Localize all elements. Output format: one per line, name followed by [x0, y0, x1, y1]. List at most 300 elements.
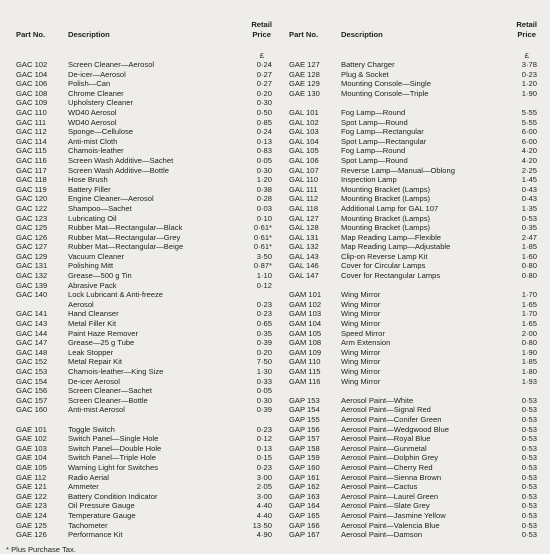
retail-price: 0·23 — [256, 299, 272, 309]
item-description: Paint Haze Remover — [68, 328, 139, 338]
price-list-row — [16, 70, 272, 80]
item-description: Aerosol Paint—White — [341, 395, 414, 405]
retail-price: 0·30 — [256, 98, 272, 108]
part-number: GAE 130 — [289, 88, 320, 98]
price-list-row — [16, 60, 272, 70]
retail-price: 0·83 — [256, 146, 272, 156]
price-list-row — [16, 185, 272, 195]
price-list-row — [16, 242, 272, 252]
item-description: De-icer Aerosol — [68, 376, 120, 386]
item-description: Aerosol Paint—Jasmine Yellow — [341, 510, 446, 520]
retail-price: 0·53 — [521, 453, 537, 463]
part-no-header: Part No. — [289, 30, 319, 39]
item-description: Reverse Lamp—Manual—Oblong — [341, 165, 455, 175]
part-number: GAC 147 — [16, 338, 48, 348]
item-description: Screen Wash Additive—Sachet — [68, 155, 174, 165]
part-number: GAC 114 — [16, 136, 47, 146]
part-number: GAM 104 — [289, 319, 322, 329]
retail-price: 0·53 — [521, 443, 537, 453]
price-list-row — [16, 511, 272, 521]
price-list-row — [289, 146, 537, 156]
retail-price: 4·40 — [256, 510, 272, 520]
price-list-row — [16, 405, 272, 415]
item-description: Chrome Cleaner — [68, 88, 124, 98]
retail-price: 7·50 — [256, 357, 272, 367]
part-number: GAP 160 — [289, 462, 320, 472]
retail-price: 0·53 — [521, 213, 537, 223]
retail-price: 13·50 — [252, 520, 272, 530]
part-number: GAC 132 — [16, 271, 48, 281]
item-description: Fog Lamp—Round — [341, 146, 406, 156]
part-number: GAC 120 — [16, 194, 48, 204]
price-list-row — [16, 233, 272, 243]
price-list-row — [16, 463, 272, 473]
price-list-row — [16, 108, 272, 118]
left-column — [16, 20, 272, 540]
right-header — [289, 20, 537, 50]
part-number: GAP 159 — [289, 453, 320, 463]
retail-price: 0·53 — [521, 510, 537, 520]
price-list-row — [16, 530, 272, 540]
retail-price-header — [516, 20, 537, 40]
part-number: GAP 163 — [289, 491, 320, 501]
retail-price: 1·45 — [521, 175, 537, 185]
currency-symbol: £ — [259, 51, 264, 60]
price-list-row — [16, 223, 272, 233]
retail-price: 1·30 — [256, 367, 272, 376]
part-number: GAC 125 — [16, 223, 48, 233]
price-list-row — [16, 300, 272, 310]
price-list-row — [289, 357, 537, 367]
retail-price: 0·13 — [256, 136, 272, 146]
price-list-row — [16, 492, 272, 502]
retail-price: 1·65 — [521, 299, 537, 309]
part-number: GAE 112 — [16, 472, 47, 482]
retail-price: 0·80 — [521, 338, 537, 348]
part-number: GAL 110 — [289, 175, 319, 185]
part-number: GAP 162 — [289, 482, 320, 492]
part-number: GAM 116 — [289, 376, 321, 386]
price-list-row — [289, 501, 537, 511]
left-header — [16, 20, 272, 50]
part-number: GAC 108 — [16, 88, 48, 98]
retail-price: 0·53 — [521, 405, 537, 415]
price-list-row — [289, 204, 537, 214]
price-list-row — [16, 367, 272, 377]
price-list-row — [289, 271, 537, 281]
item-description: Engine Cleaner—Aerosol — [68, 194, 154, 204]
item-description: Arm Extension — [341, 338, 391, 348]
item-description: Switch Panel—Double Hole — [68, 443, 162, 453]
part-number: GAL 103 — [289, 127, 319, 137]
item-description: Grease—25 g Tube — [68, 338, 135, 348]
item-description: Lubricating Oil — [68, 213, 117, 223]
description-header: Description — [68, 30, 110, 39]
part-number: GAC 153 — [16, 367, 48, 376]
part-number: GAL 101 — [289, 107, 319, 117]
part-number: GAP 161 — [289, 472, 320, 482]
price-list-row — [16, 396, 272, 406]
currency-symbol: £ — [524, 51, 529, 60]
retail-label: Retail — [516, 20, 537, 29]
part-number: GAE 101 — [16, 424, 47, 434]
price-list-row — [16, 166, 272, 176]
price-list-row — [289, 60, 537, 70]
retail-price: 0·39 — [256, 338, 272, 348]
price-list-row — [289, 521, 537, 531]
retail-price: 0·53 — [521, 424, 537, 434]
price-list-row — [289, 530, 537, 540]
item-description: Hose Brush — [68, 175, 108, 185]
retail-price: 1·70 — [521, 309, 537, 319]
part-number: GAC 115 — [16, 146, 47, 156]
item-description: Vacuum Cleaner — [68, 251, 124, 261]
retail-price: 6·00 — [521, 127, 537, 137]
item-description: Wing Mirror — [341, 347, 381, 357]
part-number: GAE 103 — [16, 443, 47, 453]
part-number: GAE 125 — [16, 520, 47, 530]
item-description: Speed Mirror — [341, 328, 385, 338]
part-number: GAL 106 — [289, 155, 319, 165]
retail-price: 0·30 — [256, 165, 272, 175]
price-list-row — [289, 156, 537, 166]
price-list-row — [289, 252, 537, 262]
retail-price: 3·00 — [256, 472, 272, 482]
price-list-row — [16, 425, 272, 435]
item-description: Aerosol Paint—Damson — [341, 530, 423, 540]
currency-row — [289, 50, 537, 60]
price-list-row — [16, 357, 272, 367]
item-description: Aerosol Paint—Royal Blue — [341, 434, 431, 444]
retail-price: 0·24 — [256, 127, 272, 137]
part-number: GAC 140 — [16, 290, 48, 300]
item-description: Mounting Console—Triple — [341, 88, 429, 98]
item-description: Rubber Mat—Rectangular—Grey — [68, 232, 181, 242]
retail-price: 5·55 — [521, 117, 537, 127]
part-number: GAL 107 — [289, 165, 319, 175]
retail-price: 4·40 — [256, 501, 272, 511]
retail-price: 0·35 — [521, 223, 537, 233]
retail-price: 3·78 — [521, 60, 537, 69]
retail-price: 0·10 — [256, 213, 272, 223]
item-description: Screen Cleaner—Sachet — [68, 386, 152, 396]
price-list-row — [289, 242, 537, 252]
retail-price: 1·85 — [521, 357, 537, 367]
retail-price: 2·05 — [256, 482, 272, 492]
retail-price: 0·53 — [521, 482, 537, 492]
item-description: Aerosol Paint—Gunmetal — [341, 443, 427, 453]
price-list-row — [289, 185, 537, 195]
price-list-row — [289, 473, 537, 483]
item-description: Battery Filler — [68, 184, 111, 194]
price-list-row — [16, 444, 272, 454]
retail-price: 3·50 — [256, 251, 272, 261]
part-number: GAE 121 — [16, 482, 47, 492]
retail-price: 0·43 — [521, 194, 537, 204]
item-description: Oil Pressure Gauge — [68, 501, 135, 511]
part-number: GAL 143 — [289, 251, 319, 261]
retail-price: 0·03 — [256, 203, 272, 213]
price-list-row — [16, 501, 272, 511]
price-list-row — [289, 70, 537, 80]
price-list-row — [289, 396, 537, 406]
item-description: Spot Lamp—Rectangular — [341, 136, 427, 146]
part-number: GAM 108 — [289, 338, 322, 348]
part-number: GAC 116 — [16, 155, 47, 165]
part-number: GAL 104 — [289, 136, 319, 146]
price-list-row — [289, 309, 537, 319]
part-number: GAC 139 — [16, 280, 48, 290]
retail-price: 0·13 — [256, 443, 272, 453]
part-number: GAC 131 — [16, 261, 48, 271]
part-number: GAM 110 — [289, 357, 321, 367]
item-description: Chamois-leather — [68, 146, 124, 156]
retail-price: 0·61* — [253, 232, 272, 242]
price-list-row — [289, 367, 537, 377]
part-number: GAM 105 — [289, 328, 322, 338]
retail-price: 0·23 — [256, 462, 272, 472]
part-number: GAL 146 — [289, 261, 319, 271]
part-number: GAL 127 — [289, 213, 319, 223]
retail-price-header — [251, 20, 272, 40]
part-number: GAE 128 — [289, 69, 320, 79]
item-description: Anti-mist Cloth — [68, 136, 118, 146]
price-list-row — [289, 79, 537, 89]
part-number: GAE 126 — [16, 530, 47, 540]
item-description: Fog Lamp—Rectangular — [341, 127, 424, 137]
item-description: Fog Lamp—Round — [341, 107, 406, 117]
retail-price: 2·00 — [521, 328, 537, 338]
retail-price: 0·50 — [256, 107, 272, 117]
part-number: GAC 141 — [16, 309, 48, 319]
item-description: De-icer—Aerosol — [68, 69, 126, 79]
part-number: GAP 165 — [289, 510, 320, 520]
item-description: Clip-on Reverse Lamp Kit — [341, 251, 428, 261]
retail-price: 0·61* — [253, 223, 272, 233]
price-list-row — [289, 405, 537, 415]
item-description: Hand Cleanser — [68, 309, 119, 319]
retail-price: 2·25 — [521, 165, 537, 175]
item-description: Polishing Mitt — [68, 261, 114, 271]
item-description: Mounting Console—Single — [341, 79, 431, 89]
retail-price: 6·00 — [521, 136, 537, 146]
item-description: Wing Mirror — [341, 290, 381, 300]
item-description: Wing Mirror — [341, 299, 381, 309]
item-description: Sponge—Cellulose — [68, 127, 134, 137]
item-description: Battery Condition Indicator — [68, 491, 158, 501]
part-number: GAC 123 — [16, 213, 48, 223]
retail-price: 0·23 — [521, 69, 537, 79]
retail-price: 4·90 — [256, 530, 272, 540]
price-list-row — [289, 319, 537, 329]
price-list-row — [289, 214, 537, 224]
price-list-row — [16, 175, 272, 185]
item-description: Screen Wash Additive—Bottle — [68, 165, 170, 175]
part-number: GAC 148 — [16, 347, 48, 357]
retail-price: 0·53 — [521, 501, 537, 511]
item-description: Additional Lamp for GAL 107 — [341, 203, 439, 213]
retail-price: 0·27 — [256, 79, 272, 89]
retail-price: 1·90 — [521, 347, 537, 357]
price-list-row — [16, 386, 272, 396]
retail-price: 0·12 — [256, 280, 272, 290]
retail-label: Retail — [251, 20, 272, 29]
item-description: Wing Mirror — [341, 357, 381, 367]
item-description: Battery Charger — [341, 60, 395, 69]
part-number: GAM 115 — [289, 367, 321, 376]
retail-price: 3·00 — [256, 491, 272, 501]
price-list-row — [16, 214, 272, 224]
part-number: GAC 111 — [16, 117, 47, 127]
retail-price: 0·23 — [256, 309, 272, 319]
price-list-row — [289, 434, 537, 444]
item-description: Polish—Can — [68, 79, 111, 89]
retail-price: 0·05 — [256, 155, 272, 165]
price-list-row — [289, 415, 537, 425]
part-number: GAC 106 — [16, 79, 48, 89]
price-list-row — [289, 223, 537, 233]
price-list-row — [16, 473, 272, 483]
item-description: Wing Mirror — [341, 367, 381, 376]
retail-price: 0·24 — [256, 60, 272, 69]
price-list-row — [16, 156, 272, 166]
item-description: Leak Stopper — [68, 347, 114, 357]
part-number: GAE 124 — [16, 510, 47, 520]
price-list-row — [16, 338, 272, 348]
part-number: GAL 118 — [289, 203, 319, 213]
retail-price: 0·35 — [256, 328, 272, 338]
retail-price: 0·05 — [256, 386, 272, 396]
item-description: Aerosol Paint—Valencia Blue — [341, 520, 440, 530]
section-spacer — [289, 386, 537, 396]
section-spacer — [289, 281, 537, 291]
price-list-row — [16, 137, 272, 147]
retail-price: 0·53 — [521, 434, 537, 444]
part-number: GAC 126 — [16, 232, 48, 242]
right-column — [289, 20, 537, 540]
retail-price: 1·20 — [256, 175, 272, 185]
price-list-row — [16, 377, 272, 387]
retail-price: 0·87* — [253, 261, 272, 271]
part-number: GAL 147 — [289, 271, 319, 281]
retail-price: 0·53 — [521, 491, 537, 501]
price-list-row — [16, 309, 272, 319]
retail-price: 0·43 — [521, 184, 537, 194]
retail-price: 5·55 — [521, 107, 537, 117]
retail-price: 0·33 — [256, 376, 272, 386]
price-list-row — [289, 377, 537, 387]
price-list-row — [289, 108, 537, 118]
part-number: GAC 143 — [16, 319, 48, 329]
item-description: Metal Repair Kit — [68, 357, 123, 367]
item-description: WD40 Aerosol — [68, 107, 117, 117]
currency-row — [16, 50, 272, 60]
item-description: Screen Cleaner—Aerosol — [68, 60, 155, 69]
retail-price: 0·80 — [521, 271, 537, 281]
item-description: Rubber Mat—Rectangular—Black — [68, 223, 183, 233]
part-number: GAL 128 — [289, 223, 319, 233]
part-number: GAP 158 — [289, 443, 320, 453]
item-description: Cover for Rectangular Lamps — [341, 271, 441, 281]
retail-price: 0·80 — [521, 261, 537, 271]
retail-price: 0·53 — [521, 520, 537, 530]
item-description: Mounting Bracket (Lamps) — [341, 223, 431, 233]
part-number: GAC 110 — [16, 107, 47, 117]
part-number: GAC 122 — [16, 203, 48, 213]
retail-price: 4·20 — [521, 155, 537, 165]
price-list-row — [16, 118, 272, 128]
section-spacer — [289, 98, 537, 108]
price-list-row — [289, 290, 537, 300]
item-description: Temperature Gauge — [68, 510, 136, 520]
price-list-row — [16, 261, 272, 271]
price-list-row — [16, 281, 272, 291]
price-list-row — [16, 79, 272, 89]
price-list-row — [16, 127, 272, 137]
price-list-row — [289, 89, 537, 99]
item-description: Metal Filler Kit — [68, 319, 117, 329]
left-price-list — [16, 60, 272, 540]
price-list-row — [16, 453, 272, 463]
retail-price: 0·65 — [256, 319, 272, 329]
price-list-row — [289, 137, 537, 147]
item-description: Lock Lubricant & Anti-freeze — [68, 290, 163, 300]
part-number: GAM 102 — [289, 299, 322, 309]
retail-price: 0·30 — [256, 395, 272, 405]
price-list-row — [289, 425, 537, 435]
item-description: Wing Mirror — [341, 376, 381, 386]
price-list-row — [16, 252, 272, 262]
part-number: GAC 118 — [16, 175, 47, 185]
price-list-row — [16, 271, 272, 281]
part-number: GAE 102 — [16, 434, 47, 444]
part-number: GAP 153 — [289, 395, 320, 405]
item-description: Chamois-leather—King Size — [68, 367, 164, 376]
price-list-row — [289, 233, 537, 243]
part-number: GAM 109 — [289, 347, 322, 357]
section-spacer — [16, 415, 272, 425]
item-description: Wing Mirror — [341, 309, 381, 319]
item-description: Upholstery Cleaner — [68, 98, 133, 108]
part-number: GAL 112 — [289, 194, 319, 204]
price-list-row — [16, 146, 272, 156]
item-description: Anti-mist Aerosol — [68, 405, 125, 415]
item-description: Aerosol Paint—Wedgwood Blue — [341, 424, 449, 434]
item-description: Cover for Circular Lamps — [341, 261, 426, 271]
part-number: GAC 109 — [16, 98, 48, 108]
retail-price: 1·93 — [521, 376, 537, 386]
part-number: GAP 164 — [289, 501, 320, 511]
part-number: GAP 157 — [289, 434, 320, 444]
price-list-row — [16, 482, 272, 492]
price-list-row — [16, 194, 272, 204]
part-number: GAC 156 — [16, 386, 48, 396]
item-description: Rubber Mat—Rectangular—Beige — [68, 242, 184, 252]
price-list-row — [16, 521, 272, 531]
part-number: GAE 129 — [289, 79, 320, 89]
part-number: GAC 152 — [16, 357, 48, 367]
item-description: Switch Panel—Triple Hole — [68, 453, 156, 463]
part-number: GAC 104 — [16, 69, 48, 79]
item-description: Performance Kit — [68, 530, 123, 540]
part-number: GAC 154 — [16, 376, 48, 386]
item-description: Tachometer — [68, 520, 108, 530]
retail-price: 0·20 — [256, 88, 272, 98]
item-description: Plug & Socket — [341, 69, 389, 79]
part-no-header: Part No. — [16, 30, 46, 39]
item-description: Mounting Bracket (Lamps) — [341, 194, 431, 204]
item-description: Aerosol Paint—Signal Red — [341, 405, 431, 415]
